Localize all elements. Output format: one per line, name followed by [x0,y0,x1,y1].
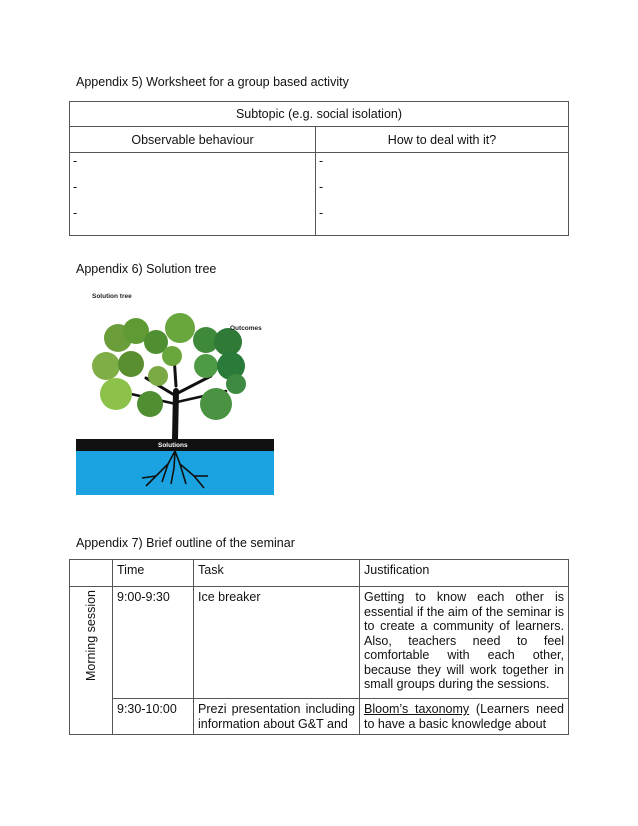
blank-header-cell [70,560,113,587]
time-cell: 9:00-9:30 [113,587,194,699]
outcomes-label: Outcomes [230,325,262,332]
justification-cell [360,699,569,735]
justification-text: (Learners need to have a basic knowledge about [364,702,564,731]
how-to-deal-header: How to deal with it? [316,127,569,153]
appendix7-caption: Appendix 7) Brief outline of the seminar [76,536,295,550]
dash-item: - [73,180,78,194]
dash-item: - [73,154,78,168]
subtopic-header: Subtopic (e.g. social isolation) [70,102,569,127]
solution-tree-figure [76,286,274,495]
observable-behaviour-header: Observable behaviour [70,127,316,153]
justification-header: Justification [360,560,569,587]
solution-tree-image [76,286,274,495]
seminar-outline-table [69,559,569,735]
task-header: Task [194,560,360,587]
figure-title: Solution tree [92,293,132,300]
blooms-taxonomy-link[interactable]: Bloom’s taxonomy [364,702,470,716]
appendix5-caption: Appendix 5) Worksheet for a group based activity [76,75,349,89]
dash-item: - [319,180,324,194]
task-cell: Prezi presentation including information about G&T and [194,699,360,735]
time-cell: 9:30-10:00 [113,699,194,735]
task-cell: Ice breaker [194,587,360,699]
time-header: Time [113,560,194,587]
dash-item: - [73,206,78,220]
dash-item: - [319,154,324,168]
worksheet-table [69,101,569,236]
session-cell [70,587,113,735]
observable-behaviour-cell [70,153,316,236]
justification-cell: Getting to know each other is essential if the aim of the seminar is to create a community of learners. Also, teachers need to feel comfortable with each other, because they will work together in small groups during the sessions. [360,587,569,699]
dash-item: - [319,206,324,220]
how-to-deal-cell [316,153,569,236]
session-label: Morning session [84,589,98,681]
solutions-label: Solutions [158,442,188,449]
appendix6-caption: Appendix 6) Solution tree [76,262,217,276]
